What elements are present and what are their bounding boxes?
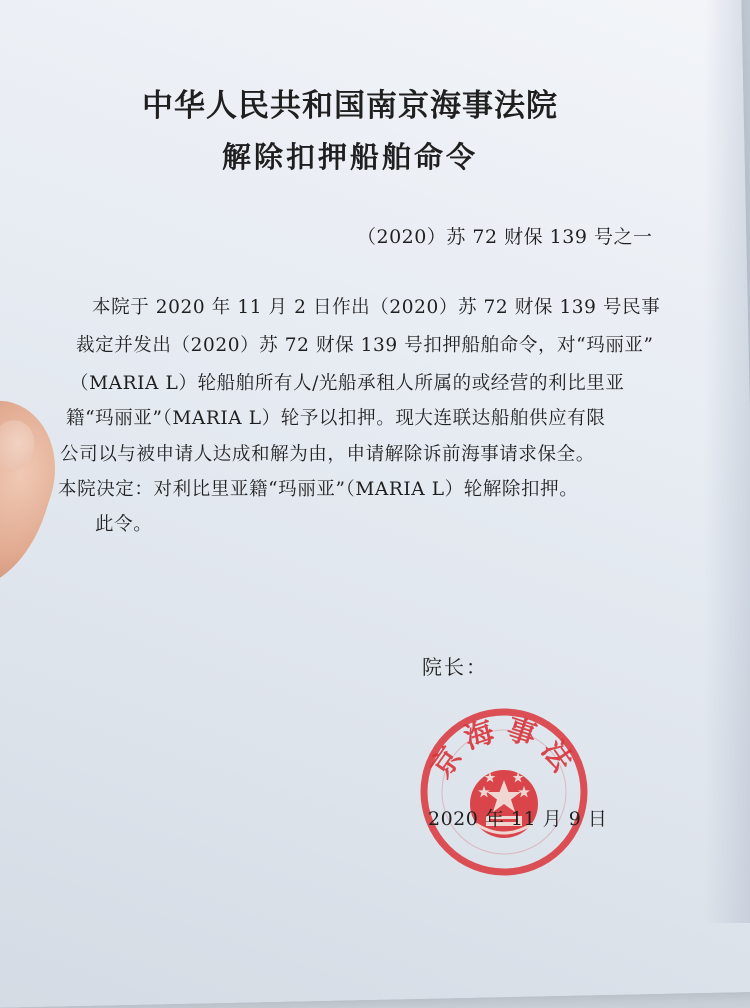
signoff-president: 院长： <box>422 655 488 679</box>
court-name: 中华人民共和国南京海事法院 <box>142 88 558 124</box>
body-line: （MARIA L）轮船舶所有人/光船承租人所属的或经营的利比里亚 <box>70 373 625 394</box>
body-line: 公司以与被申请人达成和解为由，申请解除诉前海事请求保全。 <box>60 444 595 465</box>
court-seal <box>418 706 590 878</box>
document-title: 解除扣押船舶命令 <box>221 140 478 174</box>
body-line: 本院决定：对利比里亚籍“玛丽亚”（MARIA L）轮解除扣押。 <box>58 479 579 500</box>
document-number: （2020）苏 72 财保 139 号之一 <box>357 226 653 248</box>
document-date: 2020 年 11 月 9 日 <box>428 808 608 830</box>
body-line: 此令。 <box>95 514 153 535</box>
body-line: 本院于 2020 年 11 月 2 日作出（2020）苏 72 财保 139 号民事 <box>92 297 661 318</box>
seal-text: 京海事法 <box>423 711 585 784</box>
body-line: 裁定并发出（2020）苏 72 财保 139 号扣押船舶命令，对“玛丽亚” <box>76 335 654 356</box>
body-line: 籍“玛丽亚”（MARIA L）轮予以扣押。现大连联达船舶供应有限 <box>66 408 606 429</box>
